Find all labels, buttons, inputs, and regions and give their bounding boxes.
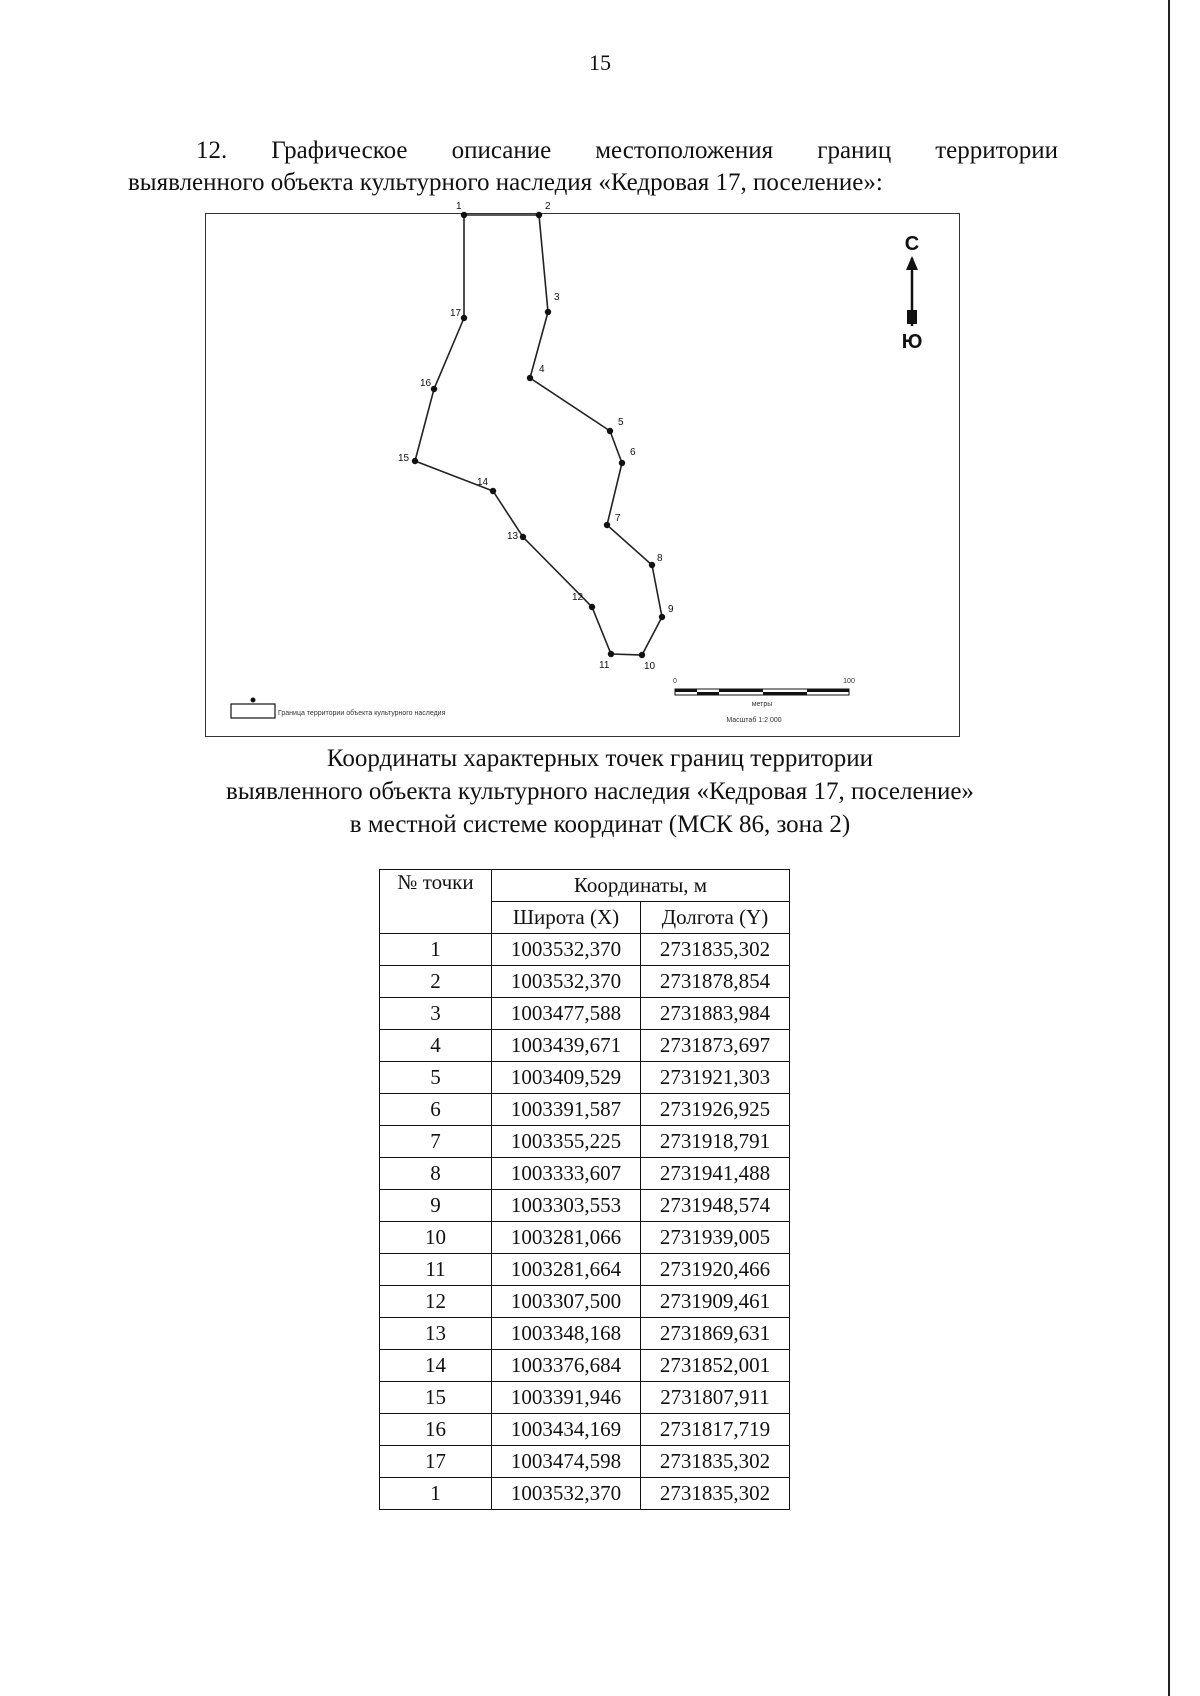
- boundary-point-marker: [589, 604, 595, 610]
- boundary-point-label: 5: [618, 417, 624, 428]
- point-number-cell: 1: [380, 934, 492, 966]
- page-number: 15: [589, 50, 611, 75]
- longitude-cell: 2731873,697: [641, 1030, 790, 1062]
- latitude-cell: 1003532,370: [492, 966, 641, 998]
- boundary-point-label: 17: [450, 308, 462, 319]
- table-row: [380, 1062, 790, 1094]
- table-row: [380, 1030, 790, 1062]
- boundary-polygon: [415, 215, 662, 655]
- longitude-cell: 2731835,302: [641, 1446, 790, 1478]
- table-row: [380, 1094, 790, 1126]
- boundary-point-marker: [649, 562, 655, 568]
- latitude-cell: 1003391,587: [492, 1094, 641, 1126]
- boundary-point-label: 3: [554, 292, 560, 303]
- boundary-point-label: 11: [599, 660, 610, 671]
- boundary-point-label: 13: [507, 531, 519, 542]
- boundary-point-label: 12: [572, 592, 584, 603]
- longitude-cell: 2731939,005: [641, 1222, 790, 1254]
- latitude-cell: 1003439,671: [492, 1030, 641, 1062]
- boundary-point-marker: [536, 212, 542, 218]
- latitude-cell: 1003303,553: [492, 1190, 641, 1222]
- boundary-point-labels: [398, 201, 674, 672]
- south-label: Ю: [901, 331, 923, 353]
- longitude-cell: 2731921,303: [641, 1062, 790, 1094]
- table-row: [380, 1126, 790, 1158]
- latitude-cell: 1003409,529: [492, 1062, 641, 1094]
- scale-caption: Масштаб 1:2 000: [726, 717, 782, 724]
- latitude-cell: 1003532,370: [492, 1478, 641, 1510]
- header-point-number: № точки: [380, 870, 492, 934]
- latitude-cell: 1003333,607: [492, 1158, 641, 1190]
- latitude-cell: 1003434,169: [492, 1414, 641, 1446]
- point-number-cell: 3: [380, 998, 492, 1030]
- boundary-point-marker: [545, 309, 551, 315]
- latitude-cell: 1003281,664: [492, 1254, 641, 1286]
- boundary-point-label: 10: [644, 661, 656, 672]
- boundary-point-marker: [607, 428, 613, 434]
- header-coordinates: Координаты, м: [492, 870, 790, 902]
- boundary-point-label: 4: [539, 364, 545, 375]
- boundary-point-label: 1: [456, 201, 462, 212]
- point-number-cell: 5: [380, 1062, 492, 1094]
- longitude-cell: 2731926,925: [641, 1094, 790, 1126]
- point-number-cell: 4: [380, 1030, 492, 1062]
- longitude-cell: 2731918,791: [641, 1126, 790, 1158]
- north-arrow-icon: [902, 233, 923, 353]
- point-number-cell: 13: [380, 1318, 492, 1350]
- boundary-point-marker: [431, 386, 437, 392]
- latitude-cell: 1003348,168: [492, 1318, 641, 1350]
- longitude-cell: 2731909,461: [641, 1286, 790, 1318]
- boundary-points: [412, 212, 665, 658]
- scan-edge-right: [1168, 0, 1170, 1696]
- scale-bar: [673, 678, 855, 724]
- table-row: [380, 1190, 790, 1222]
- longitude-cell: 2731835,302: [641, 1478, 790, 1510]
- boundary-map: [205, 201, 960, 737]
- point-number-cell: 12: [380, 1286, 492, 1318]
- boundary-point-marker: [490, 488, 496, 494]
- table-row: [380, 1350, 790, 1382]
- point-number-cell: 6: [380, 1094, 492, 1126]
- boundary-point-marker: [659, 614, 665, 620]
- header-latitude: Широта (X): [492, 902, 641, 934]
- point-number-cell: 8: [380, 1158, 492, 1190]
- latitude-cell: 1003376,684: [492, 1350, 641, 1382]
- table-row: [380, 1158, 790, 1190]
- north-label: С: [904, 233, 920, 255]
- section-heading: [128, 135, 1058, 199]
- coordinates-title-line-3: в местной системе координат (МСК 86, зона 2): [349, 811, 851, 838]
- point-number-cell: 1: [380, 1478, 492, 1510]
- longitude-cell: 2731807,911: [641, 1382, 790, 1414]
- latitude-cell: 1003355,225: [492, 1126, 641, 1158]
- longitude-cell: 2731817,719: [641, 1414, 790, 1446]
- boundary-point-marker: [461, 315, 467, 321]
- point-number-cell: 10: [380, 1222, 492, 1254]
- longitude-cell: 2731835,302: [641, 934, 790, 966]
- longitude-cell: 2731883,984: [641, 998, 790, 1030]
- heading-line-2: выявленного объекта культурного наследия «Кедровая 17, поселение»:: [128, 169, 883, 196]
- table-row: [380, 966, 790, 998]
- boundary-point-label: 2: [545, 201, 551, 212]
- boundary-point-marker: [604, 522, 610, 528]
- point-number-cell: 16: [380, 1414, 492, 1446]
- point-number-cell: 9: [380, 1190, 492, 1222]
- point-number-cell: 7: [380, 1126, 492, 1158]
- latitude-cell: 1003474,598: [492, 1446, 641, 1478]
- heading-line-1: 12. Графическое описание местоположения границ территории: [196, 137, 1058, 164]
- boundary-point-label: 8: [657, 553, 663, 564]
- latitude-cell: 1003391,946: [492, 1382, 641, 1414]
- legend-text: Граница территории объекта культурного наследия: [278, 710, 446, 717]
- table-row: [380, 1286, 790, 1318]
- point-number-cell: 11: [380, 1254, 492, 1286]
- map-svg: [206, 201, 958, 735]
- latitude-cell: 1003307,500: [492, 1286, 641, 1318]
- boundary-point-label: 16: [420, 378, 432, 389]
- longitude-cell: 2731920,466: [641, 1254, 790, 1286]
- longitude-cell: 2731878,854: [641, 966, 790, 998]
- table-row: [380, 1318, 790, 1350]
- boundary-point-label: 6: [630, 447, 636, 458]
- coordinates-table: [379, 869, 790, 1510]
- point-number-cell: 14: [380, 1350, 492, 1382]
- table-row: [380, 1446, 790, 1478]
- longitude-cell: 2731869,631: [641, 1318, 790, 1350]
- scale-units: метры: [751, 701, 773, 708]
- coordinates-title-line-1: Координаты характерных точек границ территории: [326, 745, 874, 772]
- latitude-cell: 1003281,066: [492, 1222, 641, 1254]
- coordinates-title-line-2: выявленного объекта культурного наследия «Кедровая 17, поселение»: [226, 778, 974, 805]
- boundary-point-marker: [608, 651, 614, 657]
- header-longitude: Долгота (Y): [641, 902, 790, 934]
- scale-max-label: 100: [843, 678, 855, 685]
- point-number-cell: 15: [380, 1382, 492, 1414]
- table-row: [380, 1414, 790, 1446]
- boundary-point-marker: [639, 652, 645, 658]
- point-number-cell: 2: [380, 966, 492, 998]
- boundary-point-marker: [520, 534, 526, 540]
- table-row: [380, 1382, 790, 1414]
- longitude-cell: 2731852,001: [641, 1350, 790, 1382]
- map-legend: [231, 698, 446, 719]
- table-row: [380, 934, 790, 966]
- longitude-cell: 2731948,574: [641, 1190, 790, 1222]
- boundary-point-label: 7: [615, 513, 621, 524]
- latitude-cell: 1003532,370: [492, 934, 641, 966]
- boundary-point-marker: [461, 212, 467, 218]
- table-row: [380, 1254, 790, 1286]
- boundary-point-label: 15: [398, 453, 410, 464]
- boundary-point-label: 14: [477, 477, 489, 488]
- boundary-point-marker: [619, 460, 625, 466]
- table-row: [380, 1478, 790, 1510]
- coordinates-title: [0, 742, 1200, 841]
- latitude-cell: 1003477,588: [492, 998, 641, 1030]
- boundary-point-marker: [527, 375, 533, 381]
- boundary-point-label: 9: [668, 604, 674, 615]
- scale-zero-label: 0: [673, 678, 677, 685]
- table-row: [380, 998, 790, 1030]
- longitude-cell: 2731941,488: [641, 1158, 790, 1190]
- coordinates-table-body: [380, 934, 790, 1510]
- table-row: [380, 1222, 790, 1254]
- boundary-point-marker: [412, 458, 418, 464]
- point-number-cell: 17: [380, 1446, 492, 1478]
